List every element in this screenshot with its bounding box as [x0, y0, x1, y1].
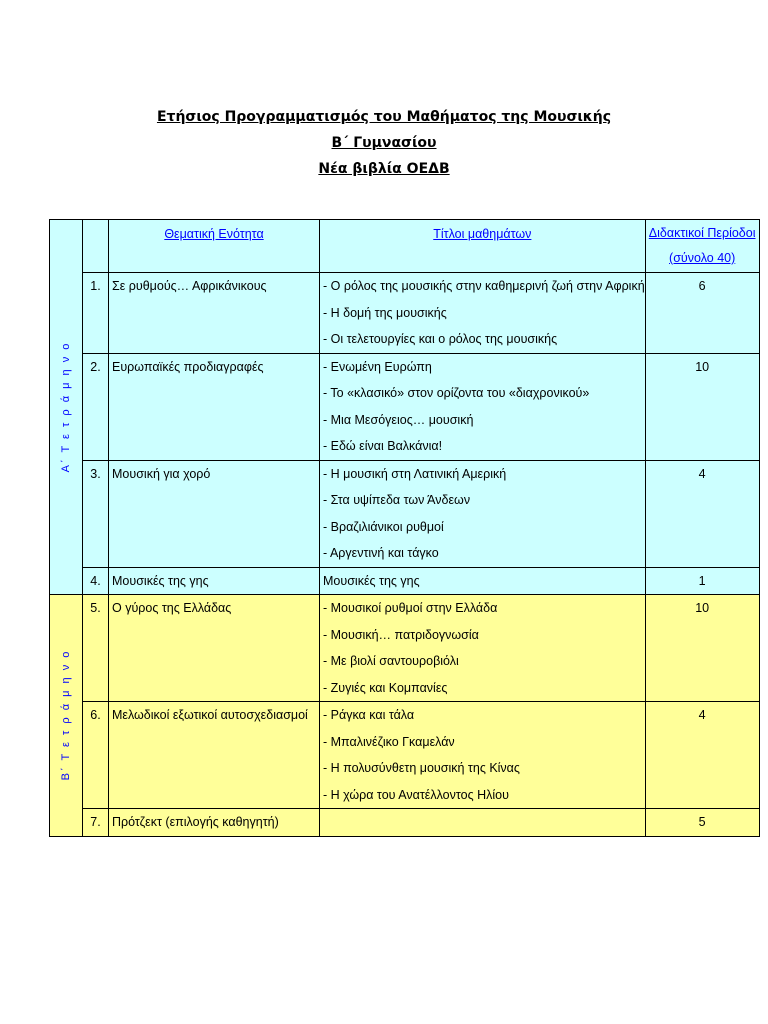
lesson-title: - Ενωμένη Ευρώπη: [323, 359, 432, 374]
semester-b-cell: [50, 595, 83, 837]
lesson-title: - Μια Μεσόγειος… μουσική: [323, 412, 474, 427]
row-unit: Μουσικές της γης: [109, 567, 320, 595]
lesson-title: - Οι τελετουργίες και ο ρόλος της μουσικής: [323, 332, 558, 346]
lesson-title: - Εδώ είναι Βαλκάνια!: [323, 439, 443, 453]
table-row: [50, 809, 760, 837]
document-title: Ετήσιος Προγραμματισμός του Μαθήματος της Μουσικής: [156, 109, 612, 125]
lesson-title: - Βραζιλιάνικοι ρυθμοί: [323, 519, 444, 534]
row-unit: Σε ρυθμούς… Αφρικάνικους: [109, 273, 320, 354]
lesson-title: - Ο ρόλος της μουσικής στην καθημερινή ζωή στην Αφρική: [323, 279, 645, 293]
header-lessons: Τίτλοι μαθημάτων: [320, 220, 646, 273]
row-lessons: [320, 809, 646, 837]
row-number: 5.: [83, 595, 109, 702]
row-number: 3.: [83, 460, 109, 567]
lesson-title: - Μουσικοί ρυθμοί στην Ελλάδα: [323, 601, 498, 615]
row-periods: 6: [645, 273, 759, 354]
lesson-title: - Η μουσική στη Λατινική Αμερική: [323, 466, 507, 481]
table-row: [50, 353, 760, 460]
row-unit: Ευρωπαϊκές προδιαγραφές: [109, 353, 320, 460]
lesson-title: - Η δομή της μουσικής: [323, 305, 447, 320]
header-periods-line1: Διδακτικοί Περίοδοι: [648, 226, 756, 240]
table-row: [50, 702, 760, 809]
row-periods: 1: [645, 567, 759, 595]
semester-a-label: Α΄ Τ ε τ ρ ά μ η ν ο: [60, 341, 72, 473]
row-unit: Μελωδικοί εξωτικοί αυτοσχεδιασμοί: [109, 702, 320, 809]
document-header: [0, 104, 768, 182]
row-periods: 4: [645, 460, 759, 567]
document-subtitle-grade: Β΄ Γυμνασίου: [331, 135, 437, 151]
lesson-title: - Στα υψίπεδα των Άνδεων: [323, 493, 471, 507]
row-periods: 5: [645, 809, 759, 837]
row-lessons: [320, 353, 646, 460]
semester-b-label: Β΄ Τ ε τ ρ ά μ η ν ο: [60, 649, 72, 781]
row-unit: Ο γύρος της Ελλάδας: [109, 595, 320, 702]
row-number: 1.: [83, 273, 109, 354]
lesson-title: Μουσικές της γης: [323, 573, 420, 588]
row-number: 2.: [83, 353, 109, 460]
lesson-title: - Με βιολί σαντουροβιόλι: [323, 654, 459, 668]
row-lessons: [320, 273, 646, 354]
row-unit: Μουσική για χορό: [109, 460, 320, 567]
row-lessons: [320, 567, 646, 595]
row-unit: Πρότζεκτ (επιλογής καθηγητή): [109, 809, 320, 837]
lesson-title: - Αργεντινή και τάγκο: [323, 546, 439, 560]
lesson-title: - Μουσική… πατριδογνωσία: [323, 627, 479, 642]
row-lessons: [320, 595, 646, 702]
semester-a-cell: [50, 220, 83, 595]
row-number: 6.: [83, 702, 109, 809]
lesson-title: - Η χώρα του Ανατέλλοντος Ηλίου: [323, 787, 509, 802]
lesson-title: - Ράγκα και τάλα: [323, 708, 415, 722]
lesson-title: - Η πολυσύνθετη μουσική της Κίνας: [323, 761, 520, 775]
row-lessons: [320, 702, 646, 809]
row-periods: 10: [645, 595, 759, 702]
row-periods: 10: [645, 353, 759, 460]
row-number: 7.: [83, 809, 109, 837]
row-periods: 4: [645, 702, 759, 809]
row-number: 4.: [83, 567, 109, 595]
header-periods: [645, 220, 759, 273]
table-row: [50, 567, 760, 595]
table-header-row: [50, 220, 760, 273]
lesson-title: - Ζυγιές και Κομπανίες: [323, 680, 448, 695]
table-row: [50, 273, 760, 354]
table-row: [50, 595, 760, 702]
curriculum-table: [49, 219, 760, 837]
lesson-title: - Το «κλασικό» στον ορίζοντα του «διαχρονικού»: [323, 386, 590, 400]
document-subtitle-books: Νέα βιβλία ΟΕΔΒ: [318, 161, 450, 177]
header-periods-line2: (σύνολο 40): [669, 251, 736, 265]
header-number: [83, 220, 109, 273]
row-lessons: [320, 460, 646, 567]
header-unit: Θεματική Ενότητα: [109, 220, 320, 273]
lesson-title: - Μπαλινέζικο Γκαμελάν: [323, 734, 455, 749]
table-row: [50, 460, 760, 567]
